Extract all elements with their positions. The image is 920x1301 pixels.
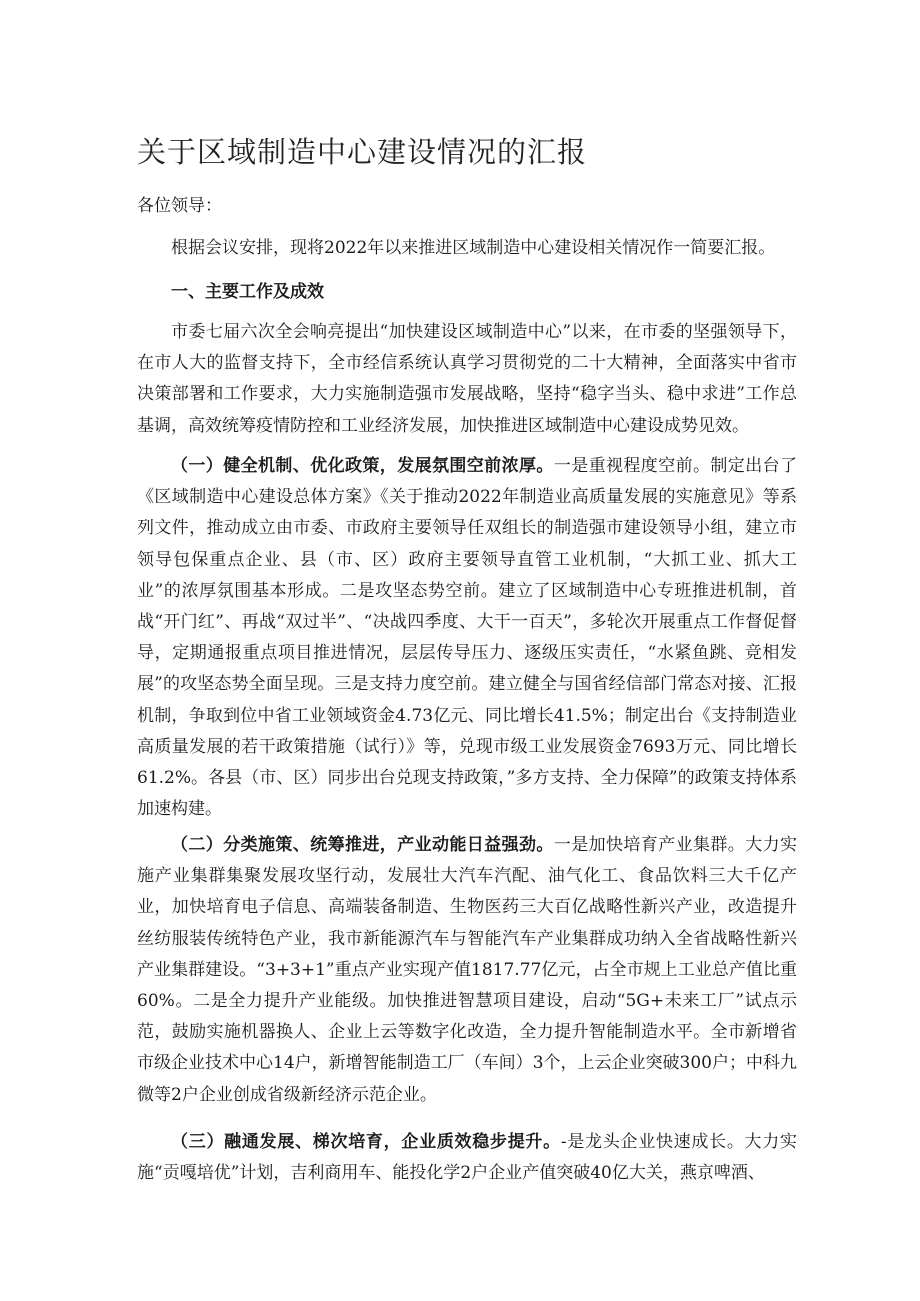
paragraph-body: 市委七届六次全会响亮提出“加快建设区域制造中心”以来，在市委的坚强领导下，在市人大的监督支持下，全市经信系统认真学习贯彻党的二十大精神，全面落实中省市决策部署和工作要求，大力实施制造强市发展战略，坚持“稳字当头、稳中求进”工作总基调，高效统筹疫情防控和工业经济发展，加快推进区域制造中心建设成势见效。 [137,322,797,436]
body-paragraph [137,830,797,1111]
paragraph-lead: （三）融通发展、梯次培育，企业质效稳步提升。 [171,1132,561,1152]
intro-paragraph: 根据会议安排，现将2022年以来推进区域制造中心建设相关情况作一简要汇报。 [171,238,776,258]
body-paragraph [137,451,797,825]
paragraph-body: 一是加快培育产业集群。大力实施产业集群集聚发展攻坚行动，发展壮大汽车汽配、油气化工、食品饮料三大千亿产业，加快培育电子信息、高端装备制造、生物医药三大百亿战略性新兴产业，改造提升丝纺服装传统特色产业，我市新能源汽车与智能汽车产业集群成功纳入全省战略性新兴产业集群建设。“3+3+1”重点产业实现产值1817.77亿元，占全市规上工业总产值比重60%。二是全力提升产业能级。加快推进智慧项目建设，启动“5G+未来工厂”试点示范，鼓励实施机器换人、企业上云等数字化改造，全力提升智能制造水平。全市新增省市级企业技术中心14户，新增智能制造工厂（车间）3个，上云企业突破300户；中科九微等2户企业创成省级新经济示范企业。 [137,835,798,1105]
body-paragraph [137,317,797,442]
paragraph-body: -是龙头企业快速成长。大力实施“贡嘎培优”计划，吉利商用车、能投化学2户企业产值突破40亿大关，燕京啤酒、 [137,1132,797,1184]
body-paragraph [137,1127,797,1189]
paragraph-lead: （一）健全机制、优化政策，发展氛围空前浓厚。 [171,456,554,476]
salutation: 各位领导： [137,196,222,216]
section-heading: 一、主要工作及成效 [171,282,324,302]
document-title: 关于区域制造中心建设情况的汇报 [137,135,588,169]
paragraph-body: 一是重视程度空前。制定出台了《区域制造中心建设总体方案》《关于推动2022年制造业高质量发展的实施意见》等系列文件，推动成立由市委、市政府主要领导任双组长的制造强市建设领导小组，建立市领导包保重点企业、县（市、区）政府主要领导直管工业机制，“大抓工业、抓大工业”的浓厚氛围基本形成。二是攻坚态势空前。建立了区域制造中心专班推进机制，首战“开门红”、再战“双过半”、“决战四季度、大干一百天”，多轮次开展重点工作督促督导，定期通报重点项目推进情况，层层传导压力、逐级压实责任，“水紧鱼跳、竞相发展”的攻坚态势全面呈现。三是支持力度空前。建立健全与国省经信部门常态对接、汇报机制，争取到位中省工业领域资金4.73亿元、同比增长41.5%；制定出台《支持制造业高质量发展的若干政策措施（试行）》等，兑现市级工业发展资金7693万元、同比增长61.2%。各县（市、区）同步出台兑现支持政策，”多方支持、全力保障”的政策支持体系加速构建。 [137,456,798,820]
paragraph-lead: （二）分类施策、统筹推进，产业动能日益强劲。 [171,835,554,855]
